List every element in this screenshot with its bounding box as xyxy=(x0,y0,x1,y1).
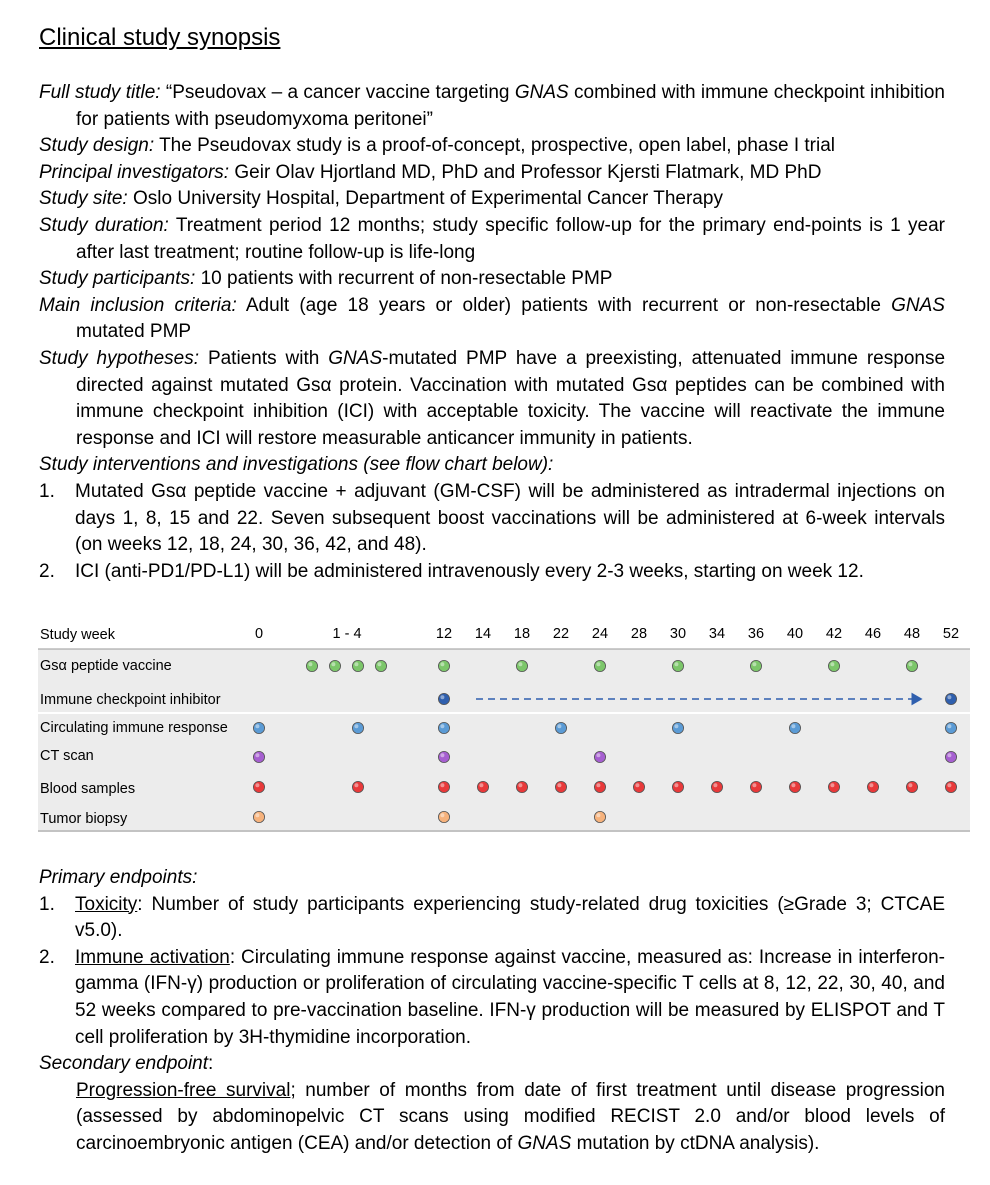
intervention-number: 2. xyxy=(39,560,55,582)
schedule-dot xyxy=(438,811,449,822)
endpoint-text: : Number of study participants experiencing study-related drug toxicities (≥Grade 3; CTCAE v5.0). xyxy=(75,893,945,942)
hypotheses-text-2: -mutated PMP have a preexisting, attenuated immune response directed against mutated Gsα protein. Vaccination with mutated Gsα peptides can be combined with immune checkpoint inhibition (ICI) with acceptable toxicity. The vaccine will reactivate the immune response and ICI will restore measurable anticancer immunity in patients. xyxy=(76,347,946,449)
schedule-dot xyxy=(789,722,800,733)
schedule-dot-highlight xyxy=(440,724,444,728)
schedule-dot-highlight xyxy=(752,783,756,787)
schedule-dot-highlight xyxy=(479,783,483,787)
inclusion-text-2: mutated PMP xyxy=(76,321,192,343)
schedule-dot xyxy=(555,781,566,792)
endpoint-text: : Circulating immune response against vaccine, measured as: Increase in interferon-gamma (IFN-γ) production or proliferation of circulating vaccine-specific T cells at 8, 12, 22, 30, 40, and 52 weeks compared to pre-vaccination baseline. IFN-γ production will be measured by ELISPOT and T cell proliferation by 3H-thymidine incorporation. xyxy=(75,946,945,1048)
schedule-dot-highlight xyxy=(674,662,678,666)
secondary-endpoint-heading xyxy=(39,1051,945,1078)
schedule-dot xyxy=(438,693,449,704)
week-label: 34 xyxy=(708,626,726,642)
schedule-dot xyxy=(672,660,683,671)
schedule-dot xyxy=(594,781,605,792)
endpoint-number: 1. xyxy=(39,893,55,915)
secondary-endpoint-label: Secondary endpoint xyxy=(39,1053,209,1075)
hypotheses-text-1: Patients with xyxy=(199,347,329,369)
schedule-dot-highlight xyxy=(791,724,795,728)
week-label: 46 xyxy=(864,626,882,642)
week-label: 40 xyxy=(786,626,804,642)
schedule-dot-highlight xyxy=(440,783,444,787)
schedule-dot-highlight xyxy=(354,783,358,787)
study-design-label: Study design: xyxy=(39,135,155,157)
secondary-endpoint-title: Progression-free survival xyxy=(76,1079,291,1101)
inclusion-line xyxy=(39,293,945,346)
schedule-dot xyxy=(438,781,449,792)
schedule-dot-highlight xyxy=(440,813,444,817)
week-label: 48 xyxy=(903,626,921,642)
schedule-dot xyxy=(906,660,917,671)
endpoint-title: Toxicity xyxy=(75,893,138,915)
schedule-dot-highlight xyxy=(713,783,717,787)
schedule-dot xyxy=(672,781,683,792)
study-flow-chart xyxy=(38,620,970,832)
schedule-dot xyxy=(375,660,386,671)
schedule-dot-highlight xyxy=(674,783,678,787)
schedule-dot-highlight xyxy=(354,724,358,728)
intervention-item xyxy=(39,479,945,559)
row-label-tumor-biopsy: Tumor biopsy xyxy=(40,811,128,827)
study-title-line xyxy=(39,80,945,133)
row-label-vaccine: Gsα peptide vaccine xyxy=(40,658,172,674)
hypotheses-label: Study hypotheses: xyxy=(39,347,199,369)
investigators-line xyxy=(39,160,945,187)
schedule-dot xyxy=(633,781,644,792)
row-label-ct-scan: CT scan xyxy=(40,748,94,764)
primary-endpoints-heading xyxy=(39,865,945,892)
synopsis-section xyxy=(39,22,945,585)
schedule-dot xyxy=(945,693,956,704)
schedule-dot xyxy=(329,660,340,671)
schedule-dot-highlight xyxy=(947,724,951,728)
investigators-label: Principal investigators: xyxy=(39,161,230,183)
schedule-dot-highlight xyxy=(635,783,639,787)
schedule-dot-highlight xyxy=(830,783,834,787)
study-site-line xyxy=(39,186,945,213)
endpoint-title: Immune activation xyxy=(75,946,230,968)
schedule-dot xyxy=(477,781,488,792)
primary-endpoint-item xyxy=(39,892,945,945)
endpoint-number: 2. xyxy=(39,946,55,968)
schedule-dot xyxy=(438,722,449,733)
schedule-dot xyxy=(516,781,527,792)
secondary-endpoint-text xyxy=(39,1078,945,1158)
week-label: 28 xyxy=(630,626,648,642)
schedule-dot xyxy=(906,781,917,792)
week-label: 0 xyxy=(254,626,264,642)
inclusion-label: Main inclusion criteria: xyxy=(39,294,237,316)
schedule-dot xyxy=(555,722,566,733)
schedule-dot xyxy=(945,781,956,792)
study-title-label: Full study title: xyxy=(39,82,161,103)
schedule-dot xyxy=(828,781,839,792)
participants-label: Study participants: xyxy=(39,268,196,290)
week-label: 14 xyxy=(474,626,492,642)
schedule-dot xyxy=(438,751,449,762)
schedule-dot xyxy=(306,660,317,671)
study-design-line xyxy=(39,133,945,160)
schedule-dot xyxy=(594,660,605,671)
intervention-number: 1. xyxy=(39,480,55,502)
secondary-text-2: mutation by ctDNA analysis). xyxy=(571,1132,820,1154)
secondary-endpoint-colon: : xyxy=(208,1053,214,1075)
primary-endpoint-item xyxy=(39,945,945,1051)
schedule-dot-highlight xyxy=(752,662,756,666)
week-label: 52 xyxy=(942,626,960,642)
participants-line xyxy=(39,266,945,293)
schedule-dot xyxy=(750,781,761,792)
study-duration-text: Treatment period 12 months; study specific follow-up for the primary end-points is 1 year after last treatment; routine follow-up is life-long xyxy=(76,214,945,263)
schedule-dot xyxy=(945,722,956,733)
row-label-immune-response: Circulating immune response xyxy=(40,720,228,736)
schedule-dot xyxy=(711,781,722,792)
interventions-heading xyxy=(39,452,945,479)
schedule-dot xyxy=(352,781,363,792)
investigators-text: Geir Olav Hjortland MD, PhD and Professor Kjersti Flatmark, MD PhD xyxy=(229,161,822,183)
interventions-label: Study interventions and investigations (see flow chart below): xyxy=(39,454,554,476)
schedule-dot xyxy=(594,811,605,822)
schedule-dot xyxy=(352,660,363,671)
schedule-dot-highlight xyxy=(947,695,951,699)
study-duration-label: Study duration: xyxy=(39,214,169,236)
schedule-dot-highlight xyxy=(869,783,873,787)
schedule-dot xyxy=(867,781,878,792)
schedule-dot-highlight xyxy=(596,783,600,787)
schedule-dot-highlight xyxy=(908,662,912,666)
schedule-dot-highlight xyxy=(791,783,795,787)
schedule-dot-highlight xyxy=(830,662,834,666)
study-title-gene: GNAS xyxy=(514,82,569,103)
primary-endpoints-label: Primary endpoints: xyxy=(39,867,198,888)
schedule-dot-highlight xyxy=(596,753,600,757)
schedule-dot xyxy=(828,660,839,671)
intervention-text: Mutated Gsα peptide vaccine + adjuvant (GM-CSF) will be administered as intradermal injections on days 1, 8, 15 and 22. Seven subsequent boost vaccinations will be administered at 6-week intervals (on weeks 12, 18, 24, 30, 36, 42, and 48). xyxy=(75,480,945,556)
row-label-blood-samples: Blood samples xyxy=(40,781,136,797)
schedule-dot xyxy=(253,751,264,762)
hypotheses-gene: GNAS xyxy=(328,347,383,369)
study-site-text: Oslo University Hospital, Department of Experimental Cancer Therapy xyxy=(127,188,723,210)
schedule-dot-highlight xyxy=(674,724,678,728)
week-label: 1 - 4 xyxy=(332,626,362,642)
week-label: 30 xyxy=(669,626,687,642)
schedule-dot-highlight xyxy=(255,724,259,728)
schedule-dot-highlight xyxy=(440,695,444,699)
schedule-dot xyxy=(750,660,761,671)
week-label: 12 xyxy=(435,626,453,642)
schedule-dot-highlight xyxy=(518,783,522,787)
schedule-dot xyxy=(352,722,363,733)
participants-text: 10 patients with recurrent of non-resectable PMP xyxy=(195,268,613,290)
study-duration-line xyxy=(39,213,945,266)
schedule-dot xyxy=(253,781,264,792)
schedule-dot-highlight xyxy=(518,662,522,666)
schedule-dot xyxy=(594,751,605,762)
schedule-dot xyxy=(438,660,449,671)
week-label: 22 xyxy=(552,626,570,642)
schedule-dot-highlight xyxy=(354,662,358,666)
inclusion-gene: GNAS xyxy=(891,294,945,316)
row-label-checkpoint-inhibitor: Immune checkpoint inhibitor xyxy=(40,692,221,708)
schedule-dot-highlight xyxy=(255,783,259,787)
week-label: 18 xyxy=(513,626,531,642)
schedule-dot-highlight xyxy=(440,662,444,666)
schedule-dot-highlight xyxy=(255,753,259,757)
study-site-label: Study site: xyxy=(39,188,128,210)
week-label: 24 xyxy=(591,626,609,642)
intervention-text: ICI (anti-PD1/PD-L1) will be administered intravenously every 2-3 weeks, starting on week 12. xyxy=(75,560,864,582)
schedule-dot xyxy=(516,660,527,671)
study-week-label: Study week xyxy=(40,627,115,643)
schedule-dot-highlight xyxy=(947,783,951,787)
schedule-dot xyxy=(945,751,956,762)
study-title-text-2: combined with immune checkpoint inhibition for patients with pseudomyxoma peritonei” xyxy=(76,82,945,130)
schedule-dot-highlight xyxy=(596,662,600,666)
schedule-dot xyxy=(789,781,800,792)
schedule-dot-highlight xyxy=(255,813,259,817)
schedule-dot-highlight xyxy=(440,753,444,757)
study-design-text: The Pseudovax study is a proof-of-concept, prospective, open label, phase I trial xyxy=(154,135,836,157)
schedule-dot xyxy=(253,811,264,822)
schedule-dot-highlight xyxy=(377,662,381,666)
schedule-dot-highlight xyxy=(908,783,912,787)
schedule-dot-highlight xyxy=(557,724,561,728)
schedule-dot-highlight xyxy=(557,783,561,787)
hypotheses-line xyxy=(39,346,945,452)
intervention-item xyxy=(39,559,945,586)
schedule-dot xyxy=(253,722,264,733)
schedule-dot xyxy=(672,722,683,733)
secondary-text-1: ; number of months from date of first treatment until disease progression (assessed by abdominopelvic CT scans using modified RECIST 2.0 and/or blood levels of carcinoembryonic antigen (CEA) and/or detection of xyxy=(76,1079,945,1154)
study-title-text-1: “Pseudovax – a cancer vaccine targeting xyxy=(160,82,515,103)
schedule-dot-highlight xyxy=(331,662,335,666)
week-label: 36 xyxy=(747,626,765,642)
endpoints-section xyxy=(39,865,945,1158)
secondary-gene: GNAS xyxy=(517,1132,572,1154)
page-title: Clinical study synopsis xyxy=(39,24,281,51)
schedule-dot-highlight xyxy=(596,813,600,817)
inclusion-text-1: Adult (age 18 years or older) patients with recurrent or non-resectable xyxy=(236,294,892,316)
schedule-dot-highlight xyxy=(308,662,312,666)
schedule-dot-highlight xyxy=(947,753,951,757)
week-label: 42 xyxy=(825,626,843,642)
